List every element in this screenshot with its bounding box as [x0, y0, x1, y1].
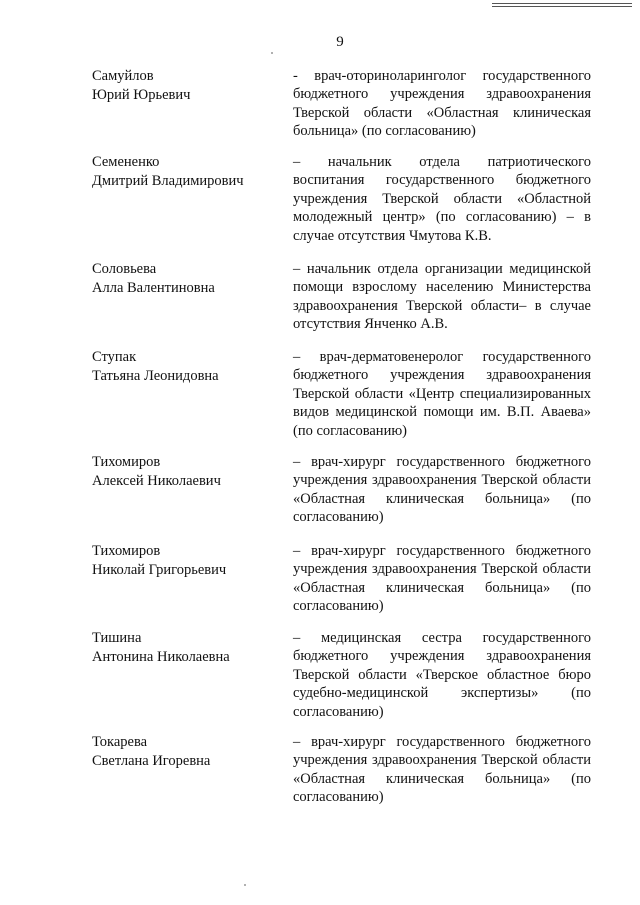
member-given-names: Николай Григорьевич — [92, 561, 227, 578]
member-name — [92, 542, 282, 579]
member-name — [92, 67, 282, 104]
member-surname: Ступак — [92, 349, 137, 365]
member-surname: Семененко — [92, 154, 160, 170]
page-number: 9 — [336, 34, 344, 50]
member-surname: Соловьева — [92, 261, 157, 277]
member-surname: Тихомиров — [92, 543, 161, 559]
member-surname: Тишина — [92, 630, 142, 646]
member-given-names: Алла Валентиновна — [92, 279, 215, 296]
member-name — [92, 733, 282, 770]
member-given-names: Антонина Николаевна — [92, 648, 230, 665]
member-given-names: Светлана Игоревна — [92, 752, 211, 769]
member-name — [92, 629, 282, 666]
member-name — [92, 453, 282, 490]
member-name — [92, 260, 282, 297]
member-role: – врач-хирург государственного бюджетного учреждения здравоохранения Тверской области «Областная клиническая больница» (по согласованию) — [293, 543, 591, 615]
member-role: - врач-оториноларинголог государственного бюджетного учреждения здравоохранения Тверской области «Областная клиническая больница» (по согласованию) — [293, 68, 591, 140]
member-surname: Самуйлов — [92, 68, 154, 84]
member-role: – врач-хирург государственного бюджетного учреждения здравоохранения Тверской области «Областная клиническая больница» (по согласованию) — [293, 454, 591, 526]
member-given-names: Юрий Юрьевич — [92, 86, 191, 103]
scan-speck — [244, 884, 246, 886]
member-given-names: Дмитрий Владимирович — [92, 172, 244, 189]
member-given-names: Алексей Николаевич — [92, 472, 221, 489]
member-surname: Тихомиров — [92, 454, 161, 470]
member-role: – медицинская сестра государственного бюджетного учреждения здравоохранения Тверской области «Тверское областное бюро судебно-медицинской экспертизы» (по согласованию) — [293, 630, 591, 720]
member-surname: Токарева — [92, 734, 148, 750]
scan-speck — [271, 52, 273, 54]
member-role: – начальник отдела организации медицинской помощи взрослому населению Министерства здравоохранения Тверской области– в случае отсутствия Янченко А.В. — [293, 261, 591, 333]
member-given-names: Татьяна Леонидовна — [92, 367, 219, 384]
member-role: – врач-хирург государственного бюджетного учреждения здравоохранения Тверской области «Областная клиническая больница» (по согласованию) — [293, 734, 591, 806]
member-name — [92, 153, 282, 190]
member-role: – врач-дерматовенеролог государственного бюджетного учреждения здравоохранения Тверской области «Центр специализированных видов медицинской помощи им. В.П. Аваева» (по согласованию) — [293, 349, 591, 439]
member-role: – начальник отдела патриотического воспитания государственного бюджетного учреждения Тверской области «Областной молодежный центр» (по согласованию) – в случае отсутствия Чмутова К.В. — [293, 154, 591, 244]
scan-edge-rule — [492, 3, 632, 7]
member-name — [92, 348, 282, 385]
